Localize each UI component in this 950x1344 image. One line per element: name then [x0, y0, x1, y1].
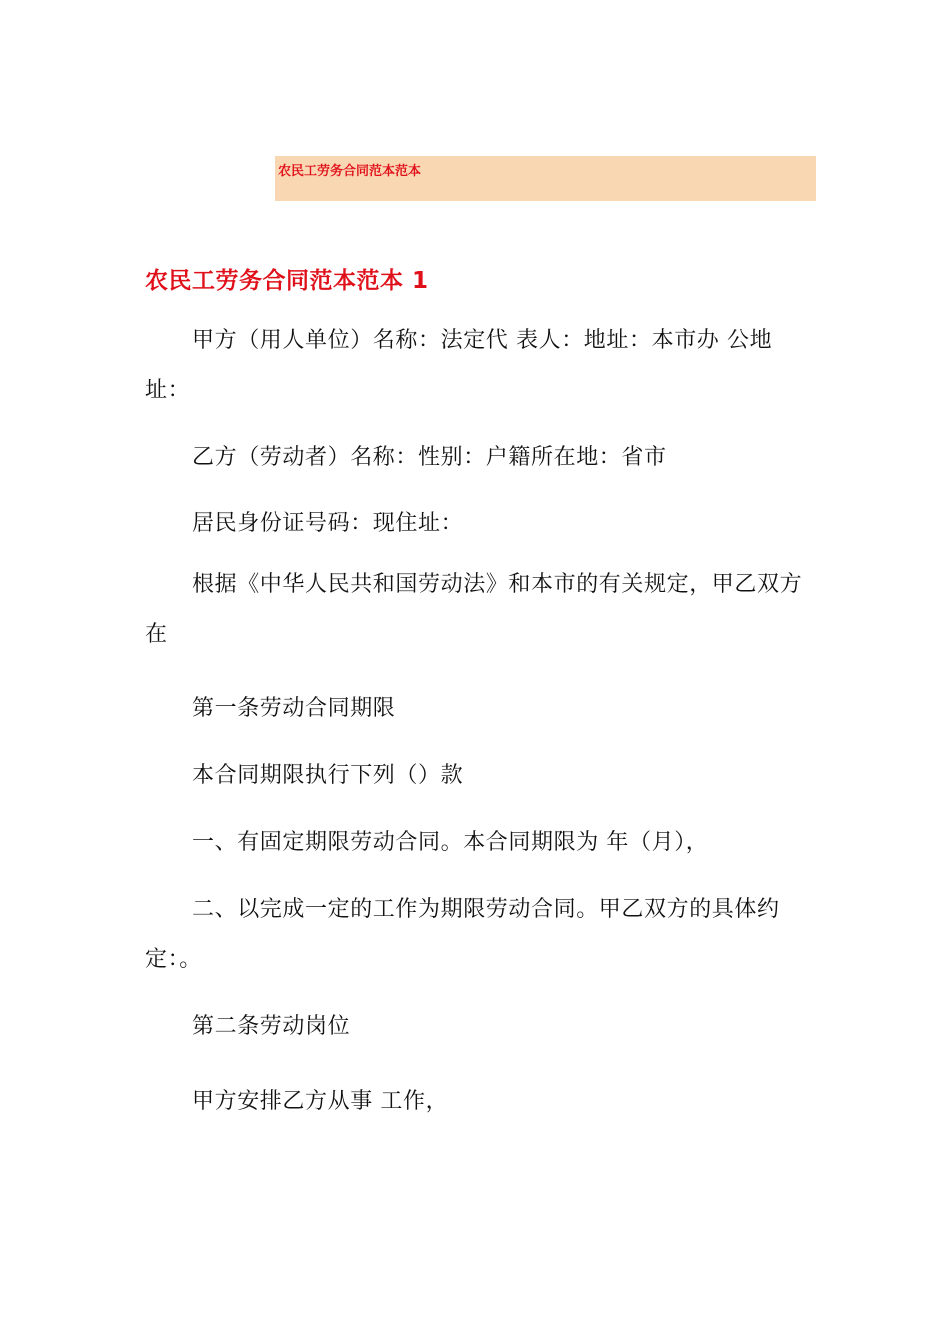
- header-band: [275, 156, 816, 201]
- document-title: 农民工劳务合同范本范本 1: [145, 268, 429, 294]
- paragraph-party-a: 甲方（用人单位）名称：法定代 表人：地址：本市办 公地址：: [145, 328, 773, 403]
- header-label: 农民工劳务合同范本范本: [278, 164, 422, 179]
- paragraph-task-term: 二、以完成一定的工作为期限劳动合同。甲乙双方的具体约定：。: [145, 897, 780, 972]
- paragraph-party-b: 乙方（劳动者）名称：性别：户籍所在地：省市: [192, 445, 667, 470]
- paragraph-fixed-term: 一、有固定期限劳动合同。本合同期限为 年（月），: [192, 830, 709, 855]
- paragraph-term-options: 本合同期限执行下列（）款: [192, 763, 464, 788]
- article-2-heading: 第二条劳动岗位: [192, 1014, 351, 1039]
- paragraph-id-address: 居民身份证号码：现住址：: [192, 511, 464, 536]
- paragraph-job-assignment: 甲方安排乙方从事 工作，: [192, 1089, 449, 1114]
- paragraph-legal-basis: 根据《中华人民共和国劳动法》和本市的有关规定，甲乙双方在: [145, 572, 803, 647]
- article-1-heading: 第一条劳动合同期限: [192, 696, 396, 721]
